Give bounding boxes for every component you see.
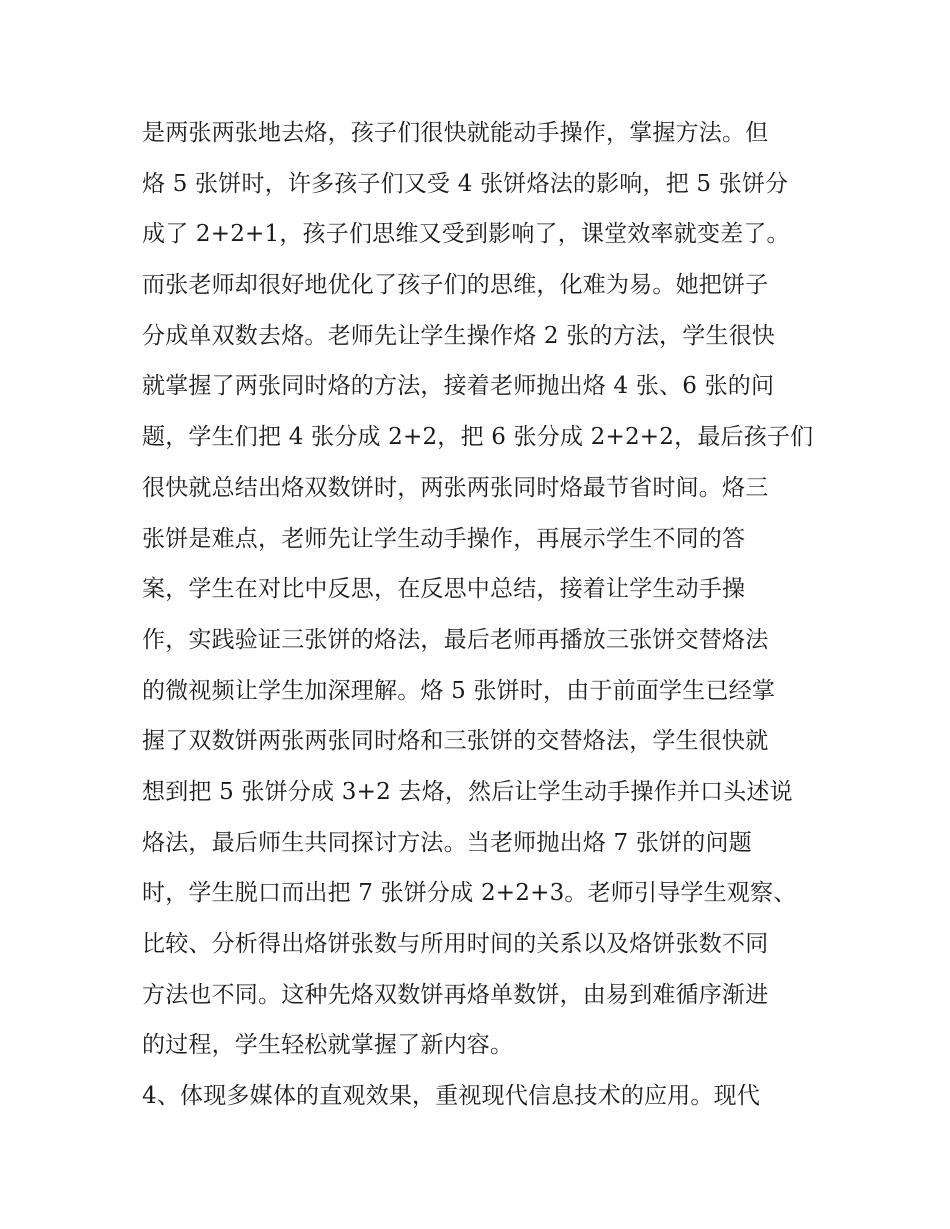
text-line: 比较、分析得出烙饼张数与所用时间的关系以及烙饼张数不同 [142,931,769,957]
text-line: 的过程，学生轻松就掌握了新内容。 [142,1032,514,1059]
body-text [142,108,822,1122]
text-line: 很快就总结出烙双数饼时，两张两张同时烙最节省时间。烙三 [142,474,769,501]
text-line: 时，学生脱口而出把 7 张饼分成 2+2+3。老师引导学生观察、 [142,880,797,907]
text-line: 题，学生们把 4 张分成 2+2，把 6 张分成 2+2+2，最后孩子们 [142,424,814,451]
text-line: 想到把 5 张饼分成 3+2 去烙，然后让学生动手操作并口头述说 [142,778,793,805]
text-line: 握了双数饼两张两张同时烙和三张饼的交替烙法，学生很快就 [142,728,769,755]
text-line: 就掌握了两张同时烙的方法，接着老师抛出烙 4 张、6 张的问 [142,373,775,400]
text-line: 的微视频让学生加深理解。烙 5 张饼时，由于前面学生已经掌 [142,677,776,704]
section-heading-line: 4、体现多媒体的直观效果，重视现代信息技术的应用。现代 [142,1083,761,1110]
text-line: 案，学生在对比中反思，在反思中总结，接着让学生动手操 [142,576,746,603]
text-line: 方法也不同。这种先烙双数饼再烙单数饼，由易到难循序渐进 [142,981,769,1008]
text-line: 张饼是难点，老师先让学生动手操作，再展示学生不同的答 [142,525,746,552]
text-line: 烙 5 张饼时，许多孩子们又受 4 张饼烙法的影响，把 5 张饼分 [142,170,789,197]
text-line: 作，实践验证三张饼的烙法，最后老师再播放三张饼交替烙法 [142,626,769,653]
text-line: 而张老师却很好地优化了孩子们的思维，化难为易。她把饼子 [142,272,769,299]
text-line: 是两张两张地去烙，孩子们很快就能动手操作，掌握方法。但 [142,120,769,146]
text-line: 成了 2+2+1，孩子们思维又受到影响了，课堂效率就变差了。 [142,221,790,248]
text-line: 分成单双数去烙。老师先让学生操作烙 2 张的方法，学生很快 [142,322,776,349]
text-line: 烙法，最后师生共同探讨方法。当老师抛出烙 7 张饼的问题 [142,829,752,856]
